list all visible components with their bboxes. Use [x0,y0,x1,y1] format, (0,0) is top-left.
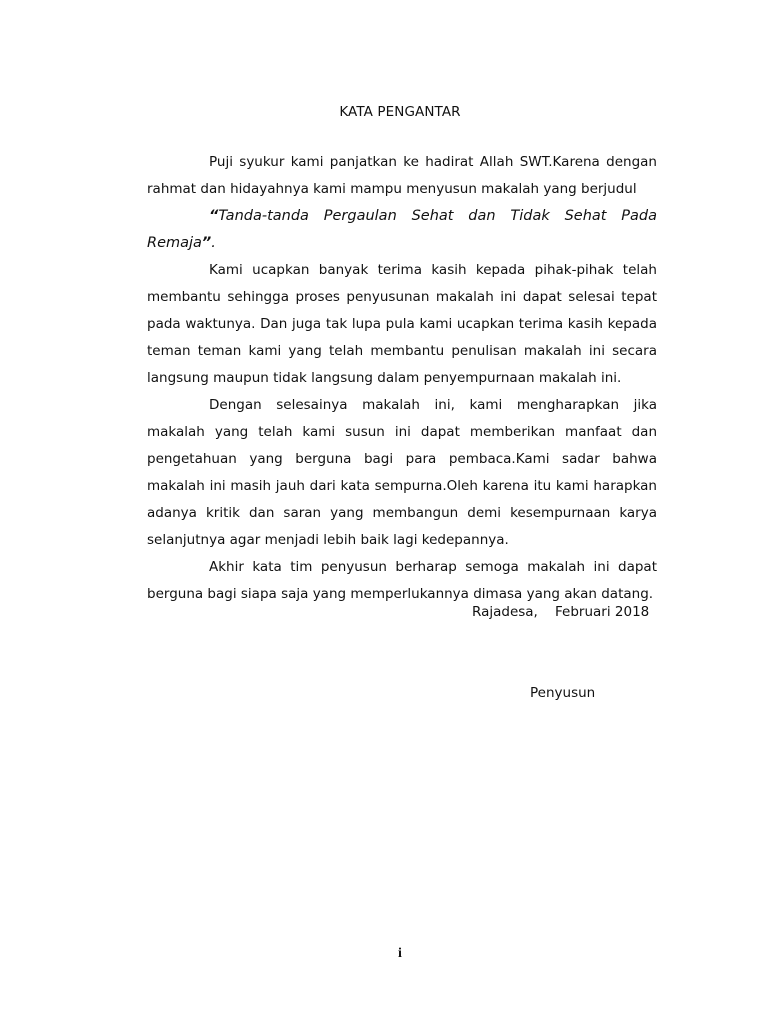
paper-title-quote [147,203,657,257]
page-title: KATA PENGANTAR [339,104,461,120]
paragraph-2: Kami ucapkan banyak terima kasih kepada pihak-pihak telah membantu sehingga proses penyusunan makalah ini dapat selesai tepat pada waktunya. Dan juga tak lupa pula kami ucapkan terima kasih kepada teman teman kami yang telah membantu penulisan makalah ini secara langsung maupun tidak langsung dalam penyempurnaan makalah ini. [147,262,657,386]
paragraph-4: Akhir kata tim penyusun berharap semoga makalah ini dapat berguna bagi siapa saja yang memperlukannya dimasa yang akan datang. [147,559,657,602]
title-period: . [211,235,216,251]
paper-title: Tanda-tanda Pergaulan Sehat dan Tidak Sehat Pada Remaja [147,208,657,251]
paragraph-3: Dengan selesainya makalah ini, kami mengharapkan jika makalah yang telah kami susun ini dapat memberikan manfaat dan pengetahuan yang berguna bagi para pembaca.Kami sadar bahwa makalah ini masih jauh dari kata sempurna.Oleh karena itu kami harapkan adanya kritik dan saran yang membangun demi kesempurnaan karya selanjutnya agar menjadi lebih baik lagi kedepannya. [147,397,657,548]
place-date: Rajadesa, Februari 2018 [472,604,650,620]
paragraph-1 [147,149,657,257]
author-signature: Penyusun [530,685,596,701]
quote-close: ” [201,235,212,251]
quote-open: “ [209,208,219,224]
paragraph-1-text: Puji syukur kami panjatkan ke hadirat Allah SWT.Karena dengan rahmat dan hidayahnya kami mampu menyusun makalah yang berjudul [147,154,657,197]
page-number: i [398,946,402,961]
body-text [147,149,657,608]
